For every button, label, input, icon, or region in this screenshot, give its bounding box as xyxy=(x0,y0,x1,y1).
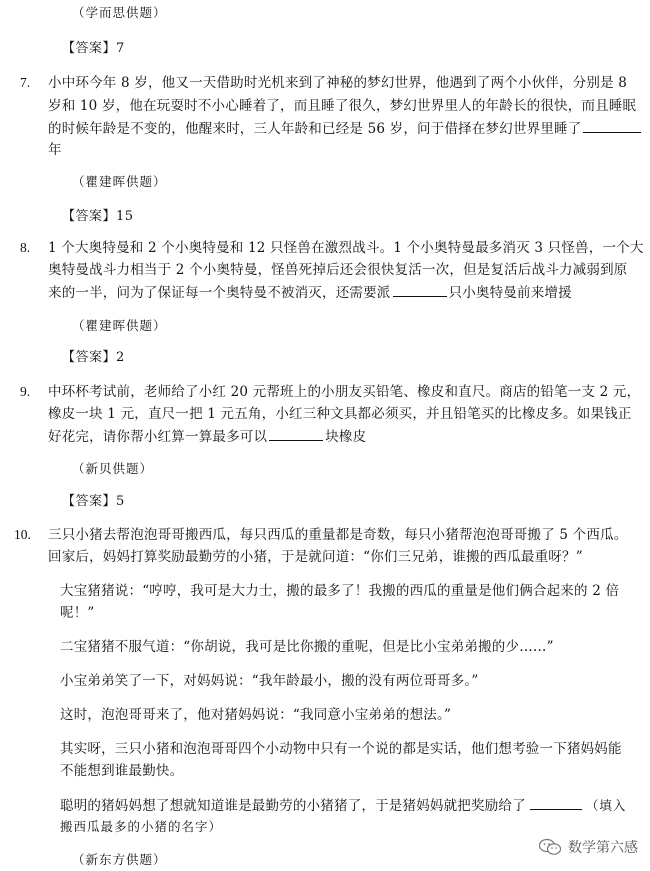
answer-blank xyxy=(583,120,641,133)
question-text-segment: 好花完，请你帮小红算一算最多可以 xyxy=(48,429,268,445)
answer-label: 【答案】7 xyxy=(62,41,125,56)
question-number: 7. xyxy=(20,75,31,90)
story-paragraph xyxy=(60,797,626,814)
watermark-text: 数学第六感 xyxy=(568,840,638,856)
answer-label: 【答案】2 xyxy=(62,350,125,365)
story-paragraph: 大宝猪猪说：“哼哼，我可是大力士，搬的最多了！我搬的西瓜的重量是他们俩合起来的 2 倍 xyxy=(60,583,620,599)
question-number: 8. xyxy=(20,240,31,255)
question-number: 10. xyxy=(14,527,31,542)
story-paragraph: 这时，泡泡哥哥来了，他对猪妈妈说：“我同意小宝弟弟的想法。” xyxy=(60,707,452,723)
question-text: 回家后，妈妈打算奖励最勤劳的小猪，于是就问道：“你们三兄弟，谁搬的西瓜最重呀？” xyxy=(48,549,583,565)
question-text: 奥特曼战斗力相当于 2 个小奥特曼，怪兽死掉后还会很快复活一次，但是复活后战斗力减弱到原 xyxy=(48,262,628,278)
question-text: 岁和 10 岁，他在玩耍时不小心睡着了，而且睡了很久，梦幻世界里人的年龄长的很快，而且睡眠 xyxy=(48,98,637,114)
answer-blank xyxy=(393,284,447,297)
story-paragraph: 小宝弟弟笑了一下，对妈妈说：“我年龄最小，搬的没有两位哥哥多。” xyxy=(60,673,479,689)
question-text: 年 xyxy=(48,142,62,158)
answer-label: 【答案】5 xyxy=(62,494,125,509)
question-text: 橡皮一块 1 元，直尺一把 1 元五角，小红三种文具都必须买，并且铅笔买的比橡皮多。如果钱正 xyxy=(48,406,632,422)
question-text-segment: 只小奥特曼前来增援 xyxy=(448,285,572,301)
question-text: 三只小猪去帮泡泡哥哥搬西瓜，每只西瓜的重量都是奇数，每只小猪帮泡泡哥哥搬了 5 个西瓜。 xyxy=(48,527,628,543)
source-attribution: （学而思供题） xyxy=(72,5,167,20)
question-text: 小中环今年 8 岁，他又一天借助时光机来到了神秘的梦幻世界，他遇到了两个小伙伴，分别是 8 xyxy=(48,75,628,91)
fill-hint: 搬西瓜最多的小猪的名字） xyxy=(60,819,223,834)
source-attribution: （瞿建晖供题） xyxy=(72,174,167,189)
question-text: 中环杯考试前，老师给了小红 20 元帮班上的小朋友买铅笔、橡皮和直尺。商店的铅笔一支 2 元， xyxy=(48,384,641,400)
question-text-segment: 聪明的猪妈妈想了想就知道谁是最勤劳的小猪猪了，于是猪妈妈就把奖励给了 xyxy=(60,798,526,814)
answer-label: 【答案】15 xyxy=(62,209,134,224)
answer-blank xyxy=(530,797,582,810)
question-text: 1 个大奥特曼和 2 个小奥特曼和 12 只怪兽在激烈战斗。1 个小奥特曼最多消灭 3 只怪兽，一个大 xyxy=(48,240,644,256)
story-paragraph: 二宝猪猪不服气道：“你胡说，我可是比你搬的重呢，但是比小宝弟弟搬的少……” xyxy=(60,639,554,655)
watermark xyxy=(538,837,638,857)
question-text-segment: 的时候年龄是不变的，他醒来时，三人年龄和已经是 56 岁，问于借择在梦幻世界里睡了 xyxy=(48,121,582,137)
question-text-segment: 块橡皮 xyxy=(325,429,367,445)
question-number: 9. xyxy=(20,384,31,399)
question-text xyxy=(48,120,641,137)
source-attribution: （新东方供题） xyxy=(72,852,167,867)
question-text xyxy=(48,284,572,301)
question-text-segment: 来的一半，问为了保证每一个奥特曼不被消灭，还需要派 xyxy=(48,285,391,301)
question-text xyxy=(48,428,366,445)
wechat-icon xyxy=(538,838,562,856)
answer-blank xyxy=(269,428,323,441)
story-paragraph: 呢！” xyxy=(60,605,95,621)
story-paragraph: 其实呀，三只小猪和泡泡哥哥四个小动物中只有一个说的都是实话，他们想考验一下猪妈妈能 xyxy=(60,741,622,757)
source-attribution: （瞿建晖供题） xyxy=(72,318,167,333)
fill-hint: （填入 xyxy=(585,798,627,813)
source-attribution: （新贝供题） xyxy=(72,461,154,476)
story-paragraph: 不能想到谁最勤快。 xyxy=(60,763,184,779)
